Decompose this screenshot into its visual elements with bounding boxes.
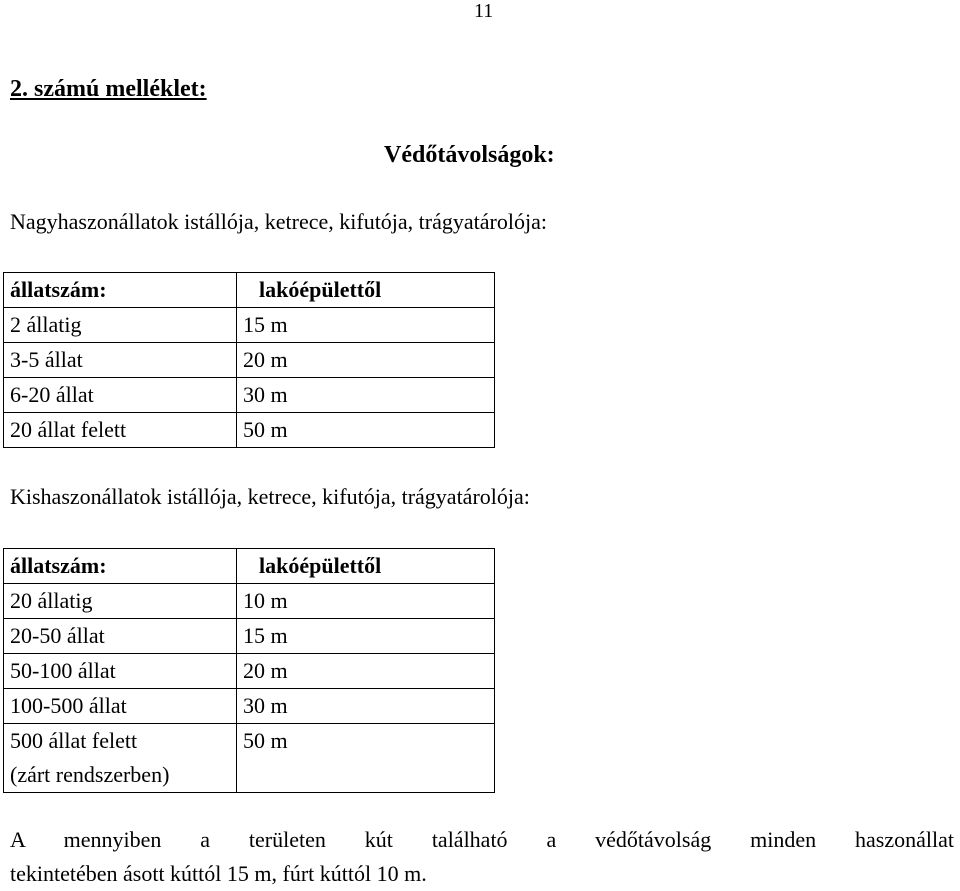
table-row <box>4 378 495 413</box>
table-row <box>4 619 495 654</box>
small-animals-table <box>3 548 495 793</box>
large-animals-table <box>3 272 495 448</box>
count-header: állatszám: <box>4 273 237 308</box>
distance-cell: 20 m <box>237 343 495 378</box>
distance-cell: 15 m <box>237 619 495 654</box>
distance-header: lakóépülettől <box>237 549 495 584</box>
distance-cell: 10 m <box>237 584 495 619</box>
distance-cell: 50 m <box>237 724 495 793</box>
distance-cell: 15 m <box>237 308 495 343</box>
distance-cell: 30 m <box>237 378 495 413</box>
count-cell: 6-20 állat <box>4 378 237 413</box>
table-row <box>4 654 495 689</box>
table-row <box>4 724 495 793</box>
table-row <box>4 689 495 724</box>
distance-cell: 50 m <box>237 413 495 448</box>
table-header-row <box>4 549 495 584</box>
count-cell: 50-100 állat <box>4 654 237 689</box>
distance-cell: 20 m <box>237 654 495 689</box>
distance-header: lakóépülettől <box>237 273 495 308</box>
table-row <box>4 584 495 619</box>
annex-title: 2. számú melléklet: <box>10 76 207 102</box>
count-text: 500 állat felett <box>10 728 138 753</box>
large-animals-caption: Nagyhaszonállatok istállója, ketrece, kifutója, trágyatárolója: <box>10 209 547 234</box>
count-cell: 20 állat felett <box>4 413 237 448</box>
count-cell: 2 állatig <box>4 308 237 343</box>
well-note-line-2: tekintetében ásott kúttól 15 m, fúrt kúttól 10 m. <box>10 861 427 886</box>
count-note: (zárt rendszerben) <box>10 762 170 787</box>
count-cell: 3-5 állat <box>4 343 237 378</box>
small-animals-caption: Kishaszonállatok istállója, ketrece, kifutója, trágyatárolója: <box>10 484 530 509</box>
table-row <box>4 343 495 378</box>
count-cell <box>4 724 237 793</box>
section-title: Védőtávolságok: <box>384 142 555 168</box>
well-note <box>10 823 954 891</box>
distance-cell: 30 m <box>237 689 495 724</box>
well-note-line-1: A mennyiben a területen kút található a védőtávolság minden haszonállat <box>10 827 954 852</box>
count-cell: 20 állatig <box>4 584 237 619</box>
table-header-row <box>4 273 495 308</box>
count-cell: 20-50 állat <box>4 619 237 654</box>
page-number: 11 <box>474 0 494 22</box>
table-row <box>4 308 495 343</box>
count-cell: 100-500 állat <box>4 689 237 724</box>
count-header: állatszám: <box>4 549 237 584</box>
table-row <box>4 413 495 448</box>
